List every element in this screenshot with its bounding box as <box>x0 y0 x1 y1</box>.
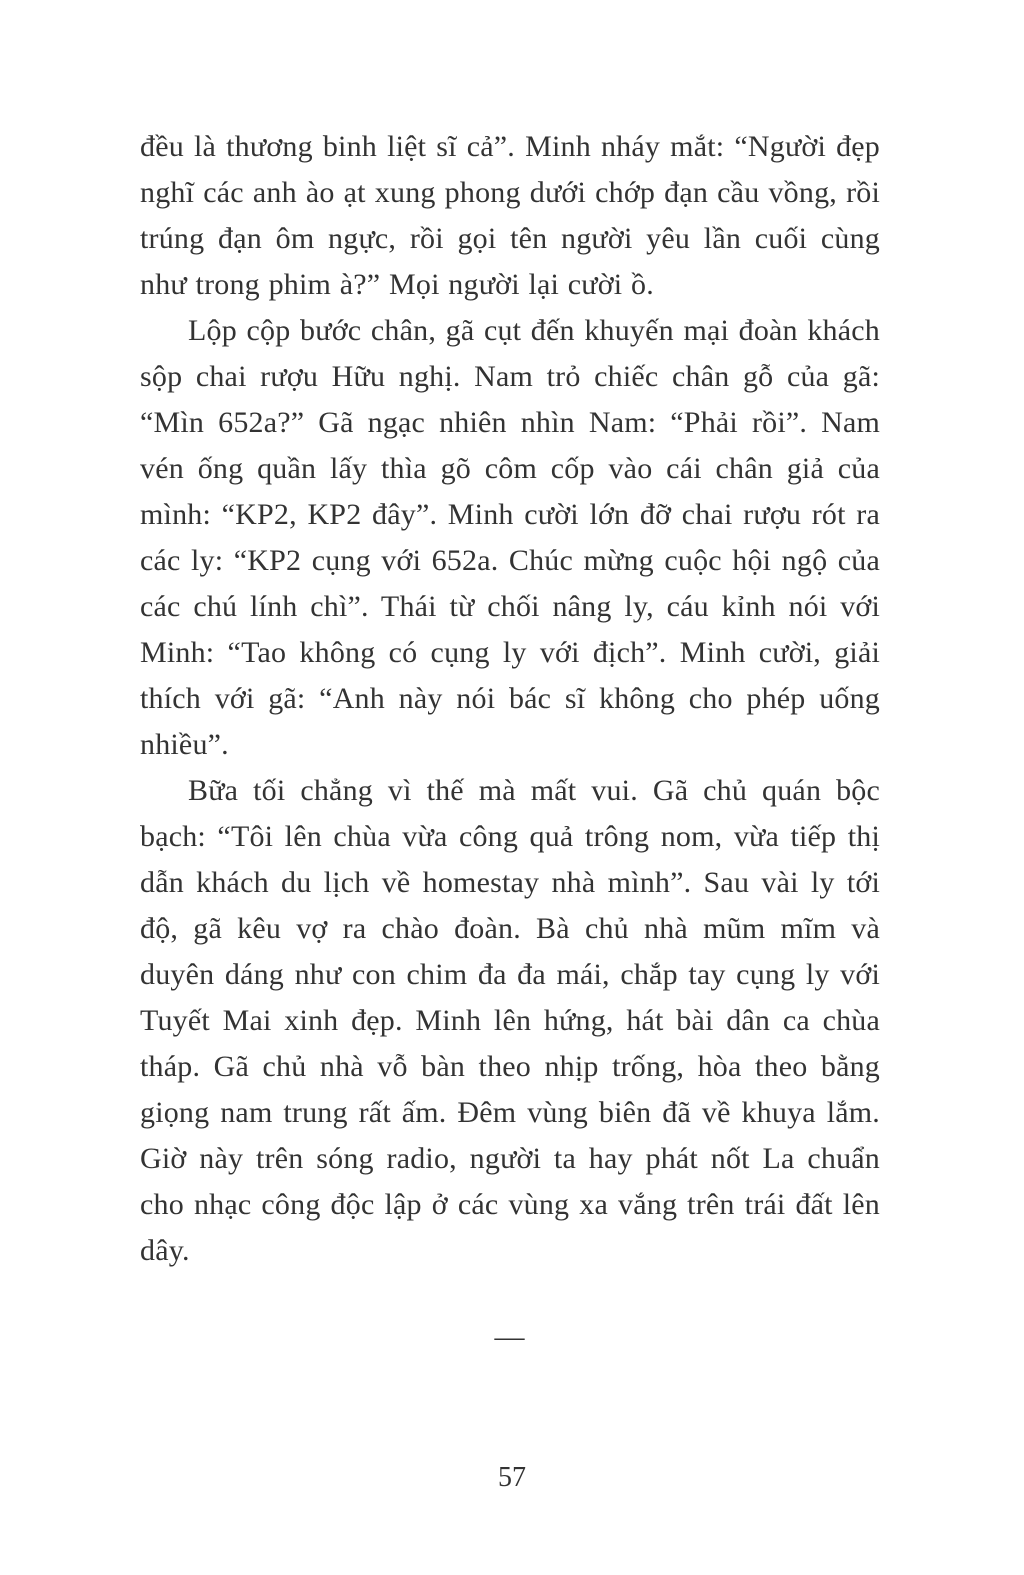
page-number: 57 <box>498 1462 526 1493</box>
body-paragraph: Lộp cộp bước chân, gã cụt đến khuyến mại đoàn khách sộp chai rượu Hữu nghị. Nam trỏ chiếc chân gỗ của gã: “Mìn 652a?” Gã ngạc nhiên nhìn Nam: “Phải rồi”. Nam vén ống quần lấy thìa gõ côm cốp vào cái chân giả của mình: “KP2, KP2 đây”. Minh cười lớn đỡ chai rượu rót ra các ly: “KP2 cụng với 652a. Chúc mừng cuộc hội ngộ của các chú lính chì”. Thái từ chối nâng ly, cáu kỉnh nói với Minh: “Tao không có cụng ly với địch”. Minh cười, giải thích với gã: “Anh này nói bác sĩ không cho phép uống nhiều”. <box>140 314 880 761</box>
section-separator: — <box>494 1320 526 1353</box>
body-text <box>140 124 880 1354</box>
body-paragraph: Bữa tối chẳng vì thế mà mất vui. Gã chủ quán bộc bạch: “Tôi lên chùa vừa công quả trông nom, vừa tiếp thị dẫn khách du lịch về homestay nhà mình”. Sau vài ly tới độ, gã kêu vợ ra chào đoàn. Bà chủ nhà mũm mĩm và duyên dáng như con chim đa đa mái, chắp tay cụng ly với Tuyết Mai xinh đẹp. Minh lên hứng, hát bài dân ca chùa tháp. Gã chủ nhà vỗ bàn theo nhịp trống, hòa theo bằng giọng nam trung rất ấm. Đêm vùng biên đã về khuya lắm. Giờ này trên sóng radio, người ta hay phát nốt La chuẩn cho nhạc công độc lập ở các vùng xa vắng trên trái đất lên dây. <box>140 774 880 1267</box>
body-paragraph: đều là thương binh liệt sĩ cả”. Minh nháy mắt: “Người đẹp nghĩ các anh ào ạt xung phong dưới chớp đạn cầu vồng, rồi trúng đạn ôm ngực, rồi gọi tên người yêu lần cuối cùng như trong phim à?” Mọi người lại cười ồ. <box>140 130 880 301</box>
